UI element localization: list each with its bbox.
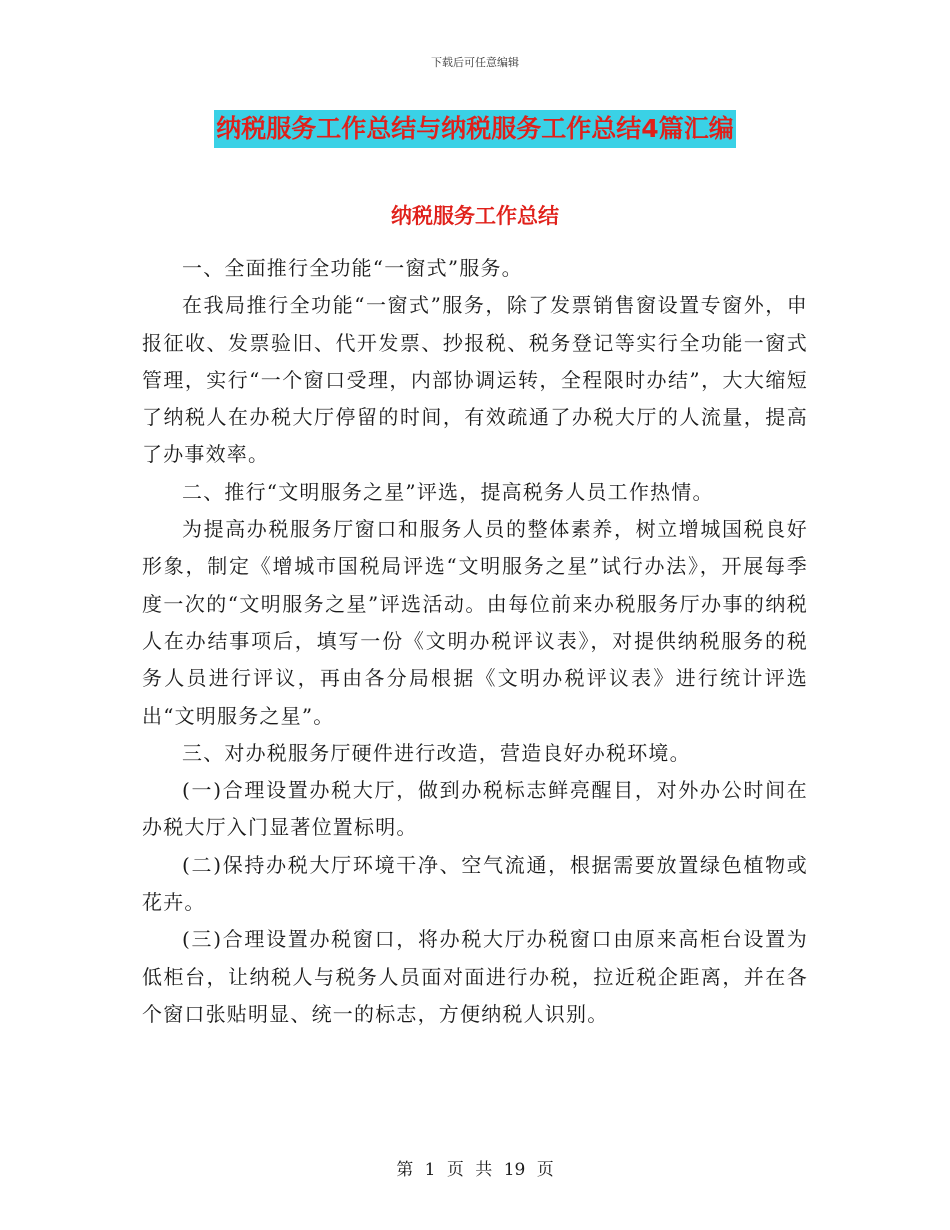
- main-title-wrap: [0, 110, 950, 148]
- section-title: 纳税服务工作总结: [391, 204, 559, 228]
- document-body: [142, 250, 808, 1033]
- paragraph-heading-1: 一、全面推行全功能“一窗式”服务。: [182, 256, 523, 280]
- paragraph: 为提高办税服务厅窗口和服务人员的整体素养，树立增城国税良好形象，制定《增城市国税局评选“文明服务之星”试行办法》，开展每季度一次的“文明服务之星”评选活动。由每位前来办税服务厅办事的纳税人在办结事项后，填写一份《文明办税评议表》，对提供纳税服务的税务人员进行评议，再由各分局根据《文明办税评议表》进行统计评选出“文明服务之星”。: [142, 517, 808, 728]
- paragraph: (二)保持办税大厅环境干净、空气流通，根据需要放置绿色植物或花卉。: [142, 852, 808, 915]
- paragraph-heading-3: 三、对办税服务厅硬件进行改造，营造良好办税环境。: [182, 740, 691, 765]
- page-number-footer: 第 1 页 共 19 页: [396, 1160, 554, 1180]
- paragraph: (一)合理设置办税大厅，做到办税标志鲜亮醒目，对外办公时间在办税大厅入门显著位置标明。: [142, 778, 808, 840]
- header-note: 下载后可任意编辑: [431, 56, 519, 69]
- paragraph-heading-2: 二、推行“文明服务之星”评选，提高税务人员工作热情。: [182, 479, 714, 504]
- document-title: 纳税服务工作总结与纳税服务工作总结4篇汇编: [214, 110, 735, 148]
- paragraph: (三)合理设置办税窗口，将办税大厅办税窗口由原来高柜台设置为低柜台，让纳税人与税务人员面对面进行办税，拉近税企距离，并在各个窗口张贴明显、统一的标志，方便纳税人识别。: [142, 927, 808, 1026]
- paragraph: 在我局推行全功能“一窗式”服务，除了发票销售窗设置专窗外，申报征收、发票验旧、代开发票、抄报税、税务登记等实行全功能一窗式管理，实行“一个窗口受理，内部协调运转，全程限时办结”，大大缩短了纳税人在办税大厅停留的时间，有效疏通了办税大厅的人流量，提高了办事效率。: [142, 293, 808, 467]
